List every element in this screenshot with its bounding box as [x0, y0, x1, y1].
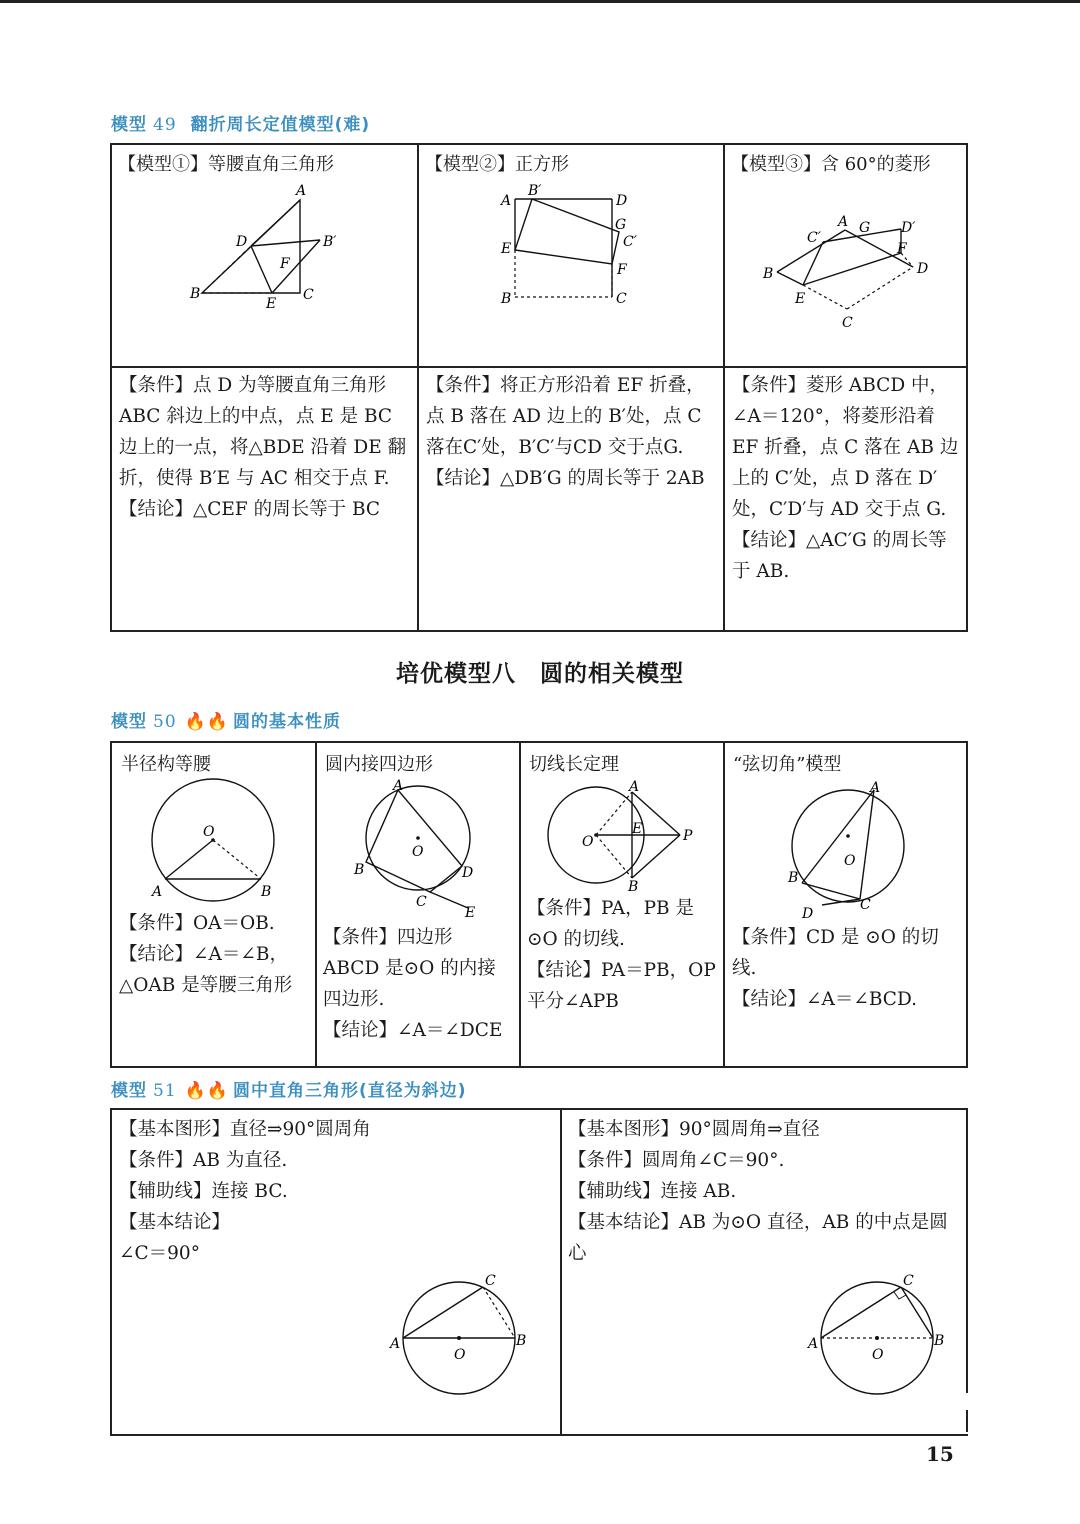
- label-a: A: [501, 193, 512, 209]
- section-51-heading: [111, 1076, 467, 1101]
- divider: [519, 741, 521, 1068]
- label-a: A: [152, 884, 163, 900]
- label-o: O: [203, 824, 215, 840]
- cyclic-quadrilateral-condition: 【条件】四边形 ABCD 是⊙O 的内接四边形.: [323, 927, 496, 1010]
- diameter-right-angle-figure: [385, 1268, 530, 1398]
- right-auxiliary-line: 【辅助线】连接 AB.: [568, 1181, 737, 1202]
- radius-isosceles-heading: 半径构等腰: [121, 754, 211, 775]
- square-fold-figure: [490, 180, 650, 315]
- label-c: C: [842, 315, 853, 331]
- label-b: B: [261, 884, 272, 900]
- rhombus-fold-figure: [755, 205, 945, 335]
- label-e: E: [465, 905, 476, 921]
- label-o: O: [844, 853, 856, 869]
- label-a: A: [808, 1336, 819, 1352]
- label-d: D: [802, 906, 814, 922]
- label-b: B: [628, 879, 639, 893]
- section-50-title: 圆的基本性质: [232, 712, 341, 732]
- section-49-title: 翻折周长定值模型(难): [190, 115, 371, 135]
- radius-isosceles-figure: [140, 778, 290, 903]
- chord-tangent-angle-conclusion: 【结论】∠A＝∠BCD.: [732, 989, 918, 1010]
- page-number: 15: [926, 1442, 954, 1466]
- chord-tangent-angle-condition: 【条件】CD 是 ⊙O 的切线.: [732, 927, 939, 979]
- label-o: O: [454, 1347, 466, 1363]
- tangent-length-figure: [540, 778, 700, 893]
- label-c-prime: C′: [807, 230, 821, 246]
- section-49-heading: [111, 110, 370, 135]
- tangent-length-conclusion: 【结论】PA＝PB，OP 平分∠APB: [527, 960, 716, 1012]
- cyclic-quadrilateral-conclusion: 【结论】∠A＝∠DCE: [323, 1020, 503, 1041]
- label-o: O: [872, 1347, 884, 1363]
- label-a: A: [629, 779, 640, 795]
- label-c: C: [416, 894, 427, 910]
- tangent-length-condition: 【条件】PA，PB 是⊙O 的切线.: [527, 898, 695, 950]
- label-d: D: [236, 234, 248, 250]
- divider: [723, 741, 725, 1068]
- label-o: O: [412, 844, 424, 860]
- model-1-heading: 【模型①】等腰直角三角形: [118, 154, 334, 175]
- model-1-conclusion: 【结论】△CEF 的周长等于 BC: [119, 499, 381, 520]
- label-d: D: [917, 261, 929, 277]
- flame-icon: 🔥🔥: [184, 1081, 229, 1101]
- label-b: B: [354, 862, 365, 878]
- isosceles-right-triangle-figure: [180, 180, 350, 315]
- radius-isosceles-conclusion: 【结论】∠A＝∠B，△OAB 是等腰三角形: [119, 944, 293, 996]
- label-f: F: [617, 262, 627, 278]
- section-50-number: 50: [153, 712, 177, 732]
- divider: [560, 1108, 562, 1436]
- cyclic-quadrilateral-text: [323, 922, 513, 1046]
- chord-tangent-angle-text: [732, 922, 960, 1015]
- right-angle-diameter-figure: [805, 1268, 950, 1398]
- section-50-label: 模型: [111, 712, 147, 732]
- label-o: O: [582, 834, 594, 850]
- chord-tangent-angle-figure: [782, 778, 922, 923]
- flame-icon: 🔥🔥: [184, 712, 229, 732]
- top-border: [0, 0, 1080, 3]
- label-a: A: [390, 1336, 401, 1352]
- radius-isosceles-text: [119, 908, 309, 1001]
- model-2-heading: 【模型②】正方形: [425, 154, 569, 175]
- section-51-number: 51: [153, 1081, 177, 1101]
- label-a: A: [393, 778, 404, 794]
- divider: [723, 143, 725, 632]
- label-c: C: [860, 897, 871, 913]
- right-basic-figure: 【基本图形】90°圆周角⇒直径: [568, 1119, 820, 1140]
- model-2-condition: 【条件】将正方形沿着 EF 折叠，点 B 落在 AD 边上的 B′处，点 C 落在C′处，B′C′与CD 交于点G.: [426, 375, 705, 458]
- section-51-label: 模型: [111, 1081, 147, 1101]
- label-f: F: [280, 256, 290, 272]
- left-basic-conclusion: 【基本结论】: [119, 1212, 231, 1233]
- label-b: B: [788, 870, 799, 886]
- label-c: C: [616, 291, 627, 307]
- label-e: E: [266, 296, 277, 312]
- label-b: B: [763, 266, 774, 282]
- tangent-length-heading: 切线长定理: [529, 754, 619, 775]
- model-3-condition: 【条件】菱形 ABCD 中，∠A＝120°，将菱形沿着 EF 折叠，点 C 落在 AB 边上的 C′处，点 D 落在 D′处，C′D′与 AD 交于点 G.: [732, 375, 959, 520]
- tangent-length-text: [527, 893, 717, 1017]
- right-basic-conclusion: 【基本结论】AB 为⊙O 直径，AB 的中点是圆心: [568, 1212, 948, 1264]
- label-p: P: [683, 828, 693, 844]
- model-1-condition: 【条件】点 D 为等腰直角三角形 ABC 斜边上的中点，点 E 是 BC 边上的一点，将△BDE 沿着 DE 翻折，使得 B′E 与 AC 相交于点 F.: [119, 375, 407, 489]
- right-angle-to-diameter-text: [568, 1114, 960, 1269]
- left-basic-figure: 【基本图形】直径⇒90°圆周角: [119, 1119, 371, 1140]
- label-e: E: [632, 821, 643, 837]
- divider: [110, 366, 968, 368]
- label-b: B: [190, 286, 201, 302]
- radius-isosceles-condition: 【条件】OA＝OB.: [119, 913, 275, 934]
- model-1-text: [119, 370, 409, 525]
- label-f: F: [897, 241, 907, 257]
- label-c-prime: C′: [623, 234, 637, 250]
- label-b: B: [501, 291, 512, 307]
- left-conclusion-formula: ∠C＝90°: [119, 1243, 200, 1264]
- cyclic-quadrilateral-figure: [350, 778, 490, 923]
- diameter-to-right-angle-text: [119, 1114, 549, 1269]
- label-d-prime: D′: [901, 220, 916, 236]
- label-a: A: [838, 214, 849, 230]
- model-3-conclusion: 【结论】△AC′G 的周长等于 AB.: [732, 530, 947, 582]
- label-b-prime: B′: [528, 183, 542, 199]
- label-e: E: [795, 291, 806, 307]
- model-3-text: [732, 370, 960, 587]
- model-2-text: [426, 370, 716, 494]
- right-border-fragment: [966, 1410, 968, 1432]
- divider: [315, 741, 317, 1068]
- label-d: D: [462, 865, 474, 881]
- chord-tangent-angle-heading: “弦切角”模型: [733, 754, 842, 775]
- model-3-heading: 【模型③】含 60°的菱形: [731, 154, 931, 175]
- label-b: B: [934, 1333, 945, 1349]
- label-b: B: [516, 1333, 527, 1349]
- label-e: E: [501, 241, 512, 257]
- label-c: C: [303, 287, 314, 303]
- label-a: A: [296, 183, 307, 199]
- right-condition: 【条件】圆周角∠C＝90°.: [568, 1150, 785, 1171]
- section-50-heading: [111, 707, 341, 732]
- label-b-prime: B′: [323, 234, 337, 250]
- left-condition: 【条件】AB 为直径.: [119, 1150, 288, 1171]
- model-2-conclusion: 【结论】△DB′G 的周长等于 2AB: [426, 468, 705, 489]
- label-g: G: [859, 220, 871, 236]
- section-49-number: 49: [153, 115, 177, 135]
- section-49-label: 模型: [111, 115, 147, 135]
- label-g: G: [615, 217, 627, 233]
- divider: [417, 143, 419, 632]
- left-auxiliary-line: 【辅助线】连接 BC.: [119, 1181, 288, 1202]
- label-c: C: [485, 1273, 496, 1289]
- section-51-title: 圆中直角三角形(直径为斜边): [232, 1081, 467, 1101]
- label-c: C: [903, 1273, 914, 1289]
- right-border: [966, 1108, 968, 1393]
- part-8-title: 培优模型八 圆的相关模型: [396, 661, 684, 687]
- label-d: D: [616, 193, 628, 209]
- label-a: A: [870, 780, 881, 796]
- cyclic-quadrilateral-heading: 圆内接四边形: [325, 754, 433, 775]
